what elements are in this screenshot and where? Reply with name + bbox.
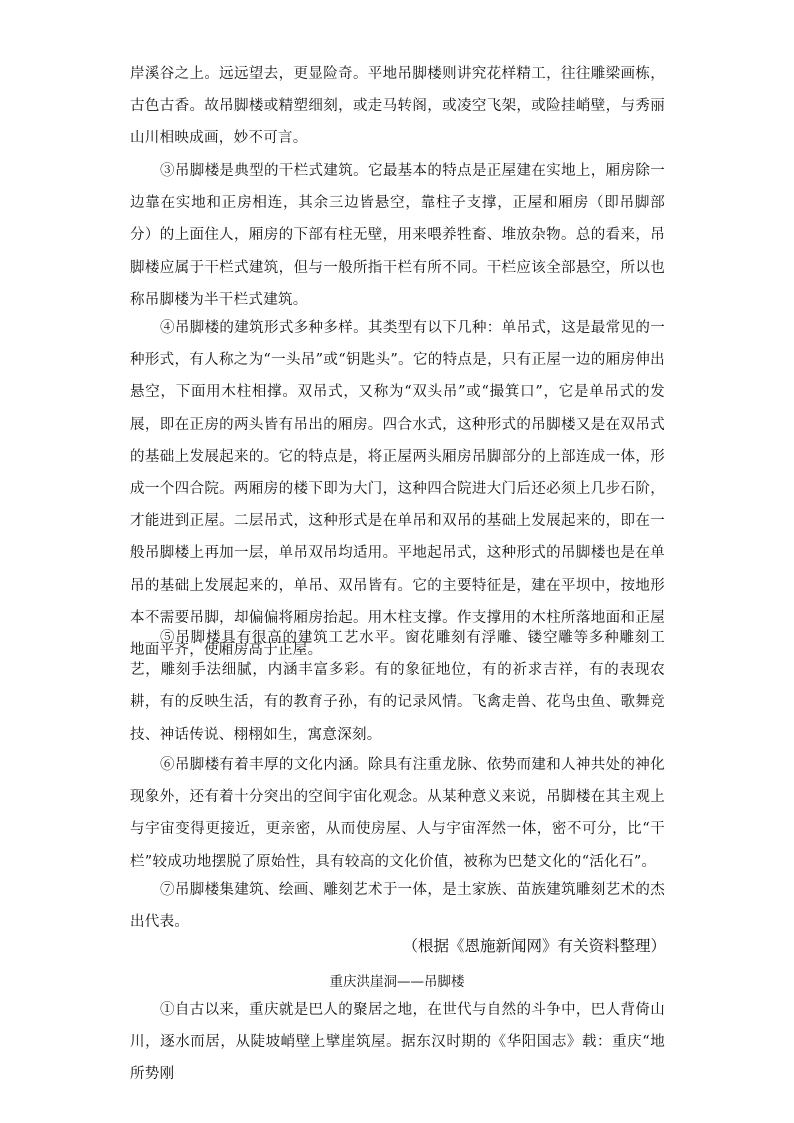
paragraph-next-1: ①自古以来，重庆就是巴人的聚居之地，在世代与自然的斗争中，巴人背倚山川，逐水而居，从陡坡峭壁上擘崖筑屋。据东汉时期的《华阳国志》载：重庆“地所势刚	[130, 1002, 665, 1083]
paragraph-3: ③吊脚楼是典型的干栏式建筑。它最基本的特点是正屋建在实地上，厢房除一边靠在实地和正房相连，其余三边皆悬空，靠柱子支撑，正屋和厢房（即吊脚部分）的上面住人，厢房的下部有柱无壁，用来喂养牲畜、堆放杂物。总的看来，吊脚楼应属于干栏式建筑，但与一般所指干栏有所不同。干栏应该全部悬空，所以也称吊脚楼为半干栏式建筑。	[130, 163, 665, 308]
paragraph-6: ⑥吊脚楼有着丰厚的文化内涵。除具有注重龙脉、依势而建和人神共处的神化现象外，还有着十分突出的空间宇宙化观念。从某种意义来说，吊脚楼在其主观上与宇宙变得更接近，更亲密，从而使房屋、人与宇宙浑然一体，密不可分，比“干栏”较成功地摆脱了原始性，具有较高的文化价值，被称为巴楚文化的“活化石”。	[130, 757, 665, 870]
paragraph-5: ⑤吊脚楼具有很高的建筑工艺水平。窗花雕刻有浮雕、镂空雕等多种雕刻工艺，雕刻手法细腻，内涵丰富多彩。有的象征地位，有的祈求吉祥，有的表现农耕，有的反映生活，有的教育子孙，有的记录风情。飞禽走兽、花鸟虫鱼、歌舞竞技、神话传说、栩栩如生，寓意深刻。	[130, 630, 665, 743]
paragraph-7: ⑦吊脚楼集建筑、绘画、雕刻艺术于一体，是土家族、苗族建筑雕刻艺术的杰出代表。	[130, 882, 665, 931]
paragraph-intro-continued: 岸溪谷之上。远远望去，更显险奇。平地吊脚楼则讲究花样精工，往往雕梁画栋，古色古香。故吊脚楼或精塑细刻，或走马转阁，或凌空飞架，或险挂峭壁，与秀丽山川相映成画，妙不可言。	[130, 66, 665, 147]
section-subtitle: 重庆洪崖洞——吊脚楼	[329, 974, 465, 990]
source-citation: （根据《恩施新闻网》有关资料整理）	[402, 937, 666, 955]
paragraph-4: ④吊脚楼的建筑形式多种多样。其类型有以下几种：单吊式，这是最常见的一种形式，有人称之为“一头吊”或“钥匙头”。它的特点是，只有正屋一边的厢房伸出悬空，下面用木柱相撑。双吊式，又称为“双头吊”或“撮箕口”，它是单吊式的发展，即在正房的两头皆有吊出的厢房。四合水式，这种形式的吊脚楼又是在双吊式的基础上发展起来的。它的特点是，将正屋两头厢房吊脚部分的上部连成一体，形成一个四合院。两厢房的楼下即为大门，这种四合院进大门后还必须上几步石阶，才能进到正屋。二层吊式，这种形式是在单吊和双吊的基础上发展起来的，即在一般吊脚楼上再加一层，单吊双吊均适用。平地起吊式，这种形式的吊脚楼也是在单吊的基础上发展起来的，单吊、双吊皆有。它的主要特征是，建在平坝中，按地形本不需要吊脚，却偏偏将厢房抬起。用木柱支撑。作支撑用的木柱所落地面和正屋地面平齐，使厢房高于正屋。	[130, 320, 665, 659]
